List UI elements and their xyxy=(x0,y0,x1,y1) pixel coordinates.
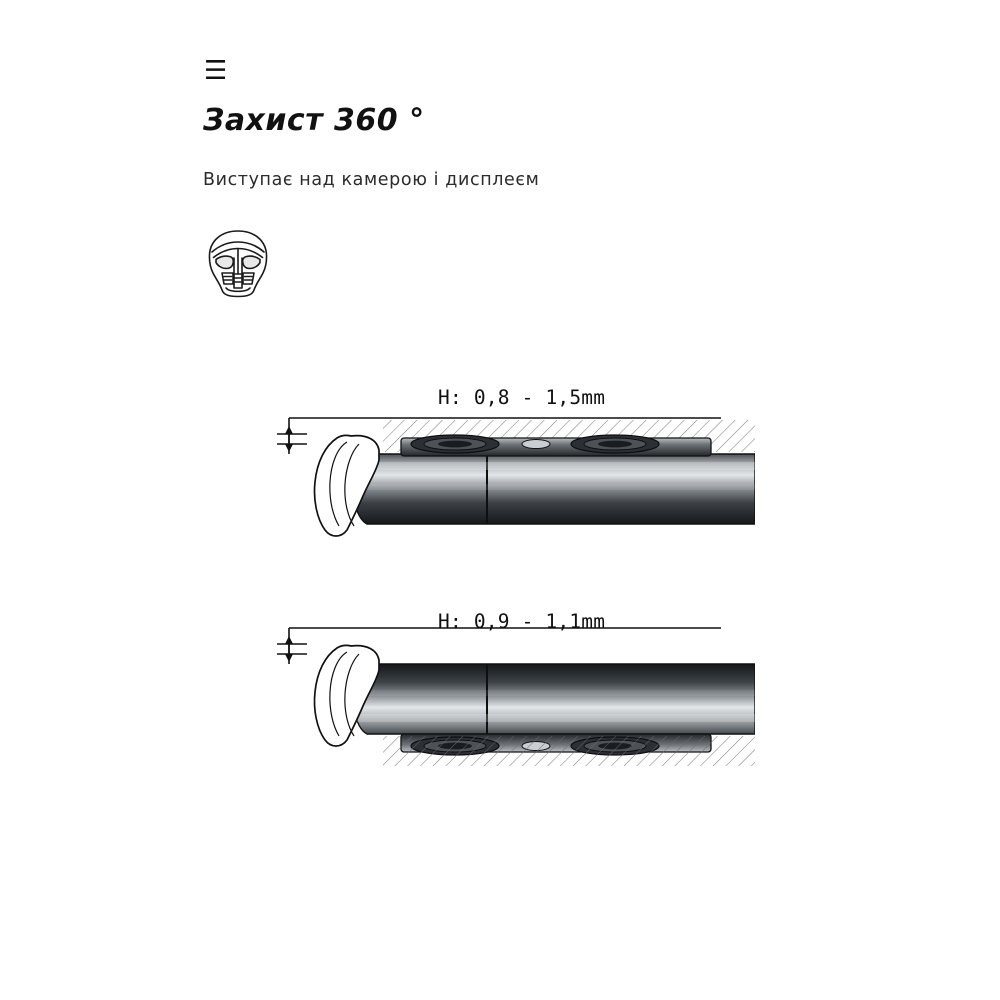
diagram-camera-clearance xyxy=(255,378,755,568)
page-title: Захист 360 ° xyxy=(203,103,425,138)
phone-body-top xyxy=(351,454,755,524)
hatch-region-bottom xyxy=(383,736,755,766)
page-subtitle: Виступає над камерою і дисплеєм xyxy=(203,170,540,190)
dimension-label-display: H: 0,9 - 1,1mm xyxy=(438,610,606,633)
camera-module-top xyxy=(401,435,711,456)
phone-body-bottom xyxy=(351,664,755,734)
diagram-display-clearance xyxy=(255,600,755,800)
hamburger-menu-icon[interactable]: ☰ xyxy=(204,56,228,86)
dimension-label-camera: H: 0,8 - 1,5mm xyxy=(438,386,606,409)
stormtrooper-helmet-icon xyxy=(200,228,276,300)
